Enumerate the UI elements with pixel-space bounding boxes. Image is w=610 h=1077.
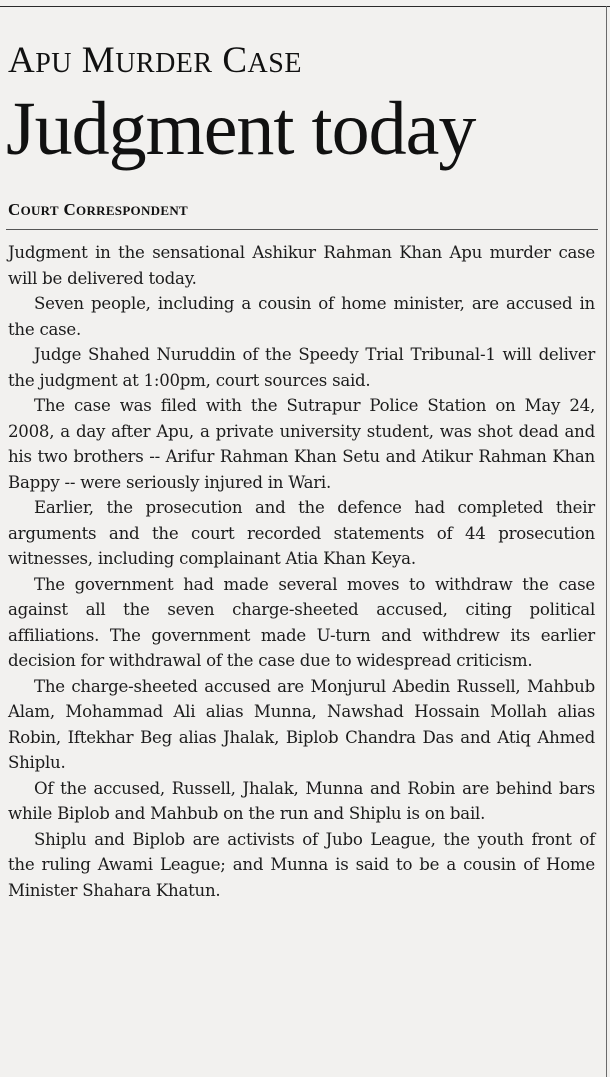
kicker-heading xyxy=(8,40,302,85)
paragraph: The case was filed with the Sutrapur Police Station on May 24, 2008, a day after Apu, a private university student, was shot dead and his two brothers -- Arifur Rahman Khan Setu and Atikur Rahman Khan Bappy -- were seriously injured in Wari. xyxy=(8,396,595,492)
paragraph: Seven people, including a cousin of home minister, are accused in the case. xyxy=(8,294,595,339)
paragraph: The government had made several moves to withdraw the case against all the seven charge-sheeted accused, citing political affiliations. The government made U-turn and withdrew its earlier decision for withdrawal of the case due to widespread criticism. xyxy=(8,574,595,670)
headline: Judgment today xyxy=(6,87,476,171)
kicker-word-3-initial: C xyxy=(222,40,248,81)
paragraph: Judge Shahed Nuruddin of the Speedy Trial Tribunal-1 will deliver the judgment at 1:00pm, court sources said. xyxy=(8,345,595,390)
kicker-word-2-initial: M xyxy=(81,40,116,81)
paragraph: The charge-sheeted accused are Monjurul Abedin Russell, Mahbub Alam, Mohammad Ali alias Munna, Nawshad Hossain Mollah alias Robin, Iftekhar Beg alias Jhalak, Biplob Chandra Das and Atiq Ahmed Shiplu. xyxy=(8,676,595,772)
byline-word-1-rest: OURT xyxy=(20,203,59,218)
paragraph: Of the accused, Russell, Jhalak, Munna and Robin are behind bars while Biplob and Mahbub on the run and Shiplu is on bail. xyxy=(8,778,595,823)
byline xyxy=(8,200,188,221)
paragraph: Earlier, the prosecution and the defence had completed their arguments and the court recorded statements of 44 prosecution witnesses, including complainant Atia Khan Keya. xyxy=(8,498,595,568)
kicker-word-3-rest: ASE xyxy=(247,48,302,79)
article-body xyxy=(8,240,595,903)
kicker-word-1-initial: A xyxy=(8,40,36,81)
paragraph: Judgment in the sensational Ashikur Rahman Khan Apu murder case will be delivered today. xyxy=(8,243,595,288)
column-rule xyxy=(606,6,607,1077)
top-rule xyxy=(0,6,610,7)
paragraph: Shiplu and Biplob are activists of Jubo League, the youth front of the ruling Awami League; and Munna is said to be a cousin of Home Minister Shahara Khatun. xyxy=(8,829,595,900)
byline-word-2-initial: C xyxy=(63,200,77,219)
byline-word-1-initial: C xyxy=(8,200,21,219)
kicker-word-1-rest: PU xyxy=(35,48,73,79)
kicker-word-2-rest: URDER xyxy=(115,48,213,79)
byline-divider xyxy=(6,229,598,230)
byline-word-2-rest: ORRESPONDENT xyxy=(76,203,188,218)
